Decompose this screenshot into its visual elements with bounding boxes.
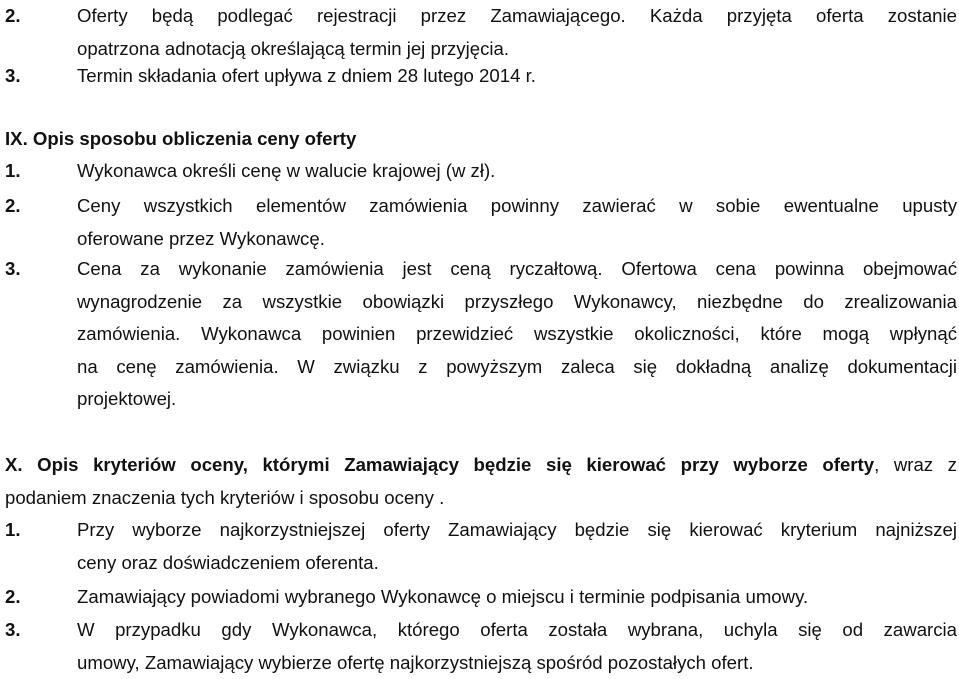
item-text: Ceny wszystkich elementów zamówienia powinny zawierać w sobie ewentualne upusty oferowane przez Wykonawcę. <box>77 195 957 249</box>
item-number: 2. <box>5 5 21 26</box>
item-number: 3. <box>5 65 21 86</box>
section-heading: IX. Opis sposobu obliczenia ceny oferty <box>5 128 357 149</box>
item-text: Cena za wykonanie zamówienia jest ceną ryczałtową. Ofertowa cena powinna obejmować wynagrodzenie za wszystkie obowiązki przyszłego Wykonawcy, niezbędne do zrealizowania zamówienia. Wykonawca powinien przewidzieć wszystkie okoliczności, które mogą wpłynąć na cenę zamówienia. W związku z powyższym zaleca się dokładną analizę dokumentacji projektowej. <box>77 258 957 409</box>
item-number: 2. <box>5 195 21 216</box>
item-number: 3. <box>5 619 21 640</box>
item-text: Przy wyborze najkorzystniejszej oferty Zamawiający będzie się kierować kryterium najniższej ceny oraz doświadczeniem oferenta. <box>77 519 957 573</box>
item-number: 2. <box>5 586 21 607</box>
section-heading: X. Opis kryteriów oceny, którymi Zamawiający będzie się kierować przy wyborze oferty, wraz z podaniem znaczenia tych kryteriów i sposobu oceny . <box>5 454 957 508</box>
item-number: 1. <box>5 519 21 540</box>
item-text: Termin składania ofert upływa z dniem 28 lutego 2014 r. <box>77 65 536 86</box>
item-text: Zamawiający powiadomi wybranego Wykonawcę o miejscu i terminie podpisania umowy. <box>77 586 809 607</box>
item-text: Oferty będą podlegać rejestracji przez Zamawiającego. Każda przyjęta oferta zostanie opatrzona adnotacją określającą termin jej przyjęcia. <box>77 5 957 59</box>
item-number: 3. <box>5 258 21 279</box>
item-text: Wykonawca określi cenę w walucie krajowej (w zł). <box>77 160 496 181</box>
item-number: 1. <box>5 160 21 181</box>
item-text: W przypadku gdy Wykonawca, którego oferta została wybrana, uchyla się od zawarcia umowy, Zamawiający wybierze ofertę najkorzystniejszą spośród pozostałych ofert. <box>77 619 957 673</box>
